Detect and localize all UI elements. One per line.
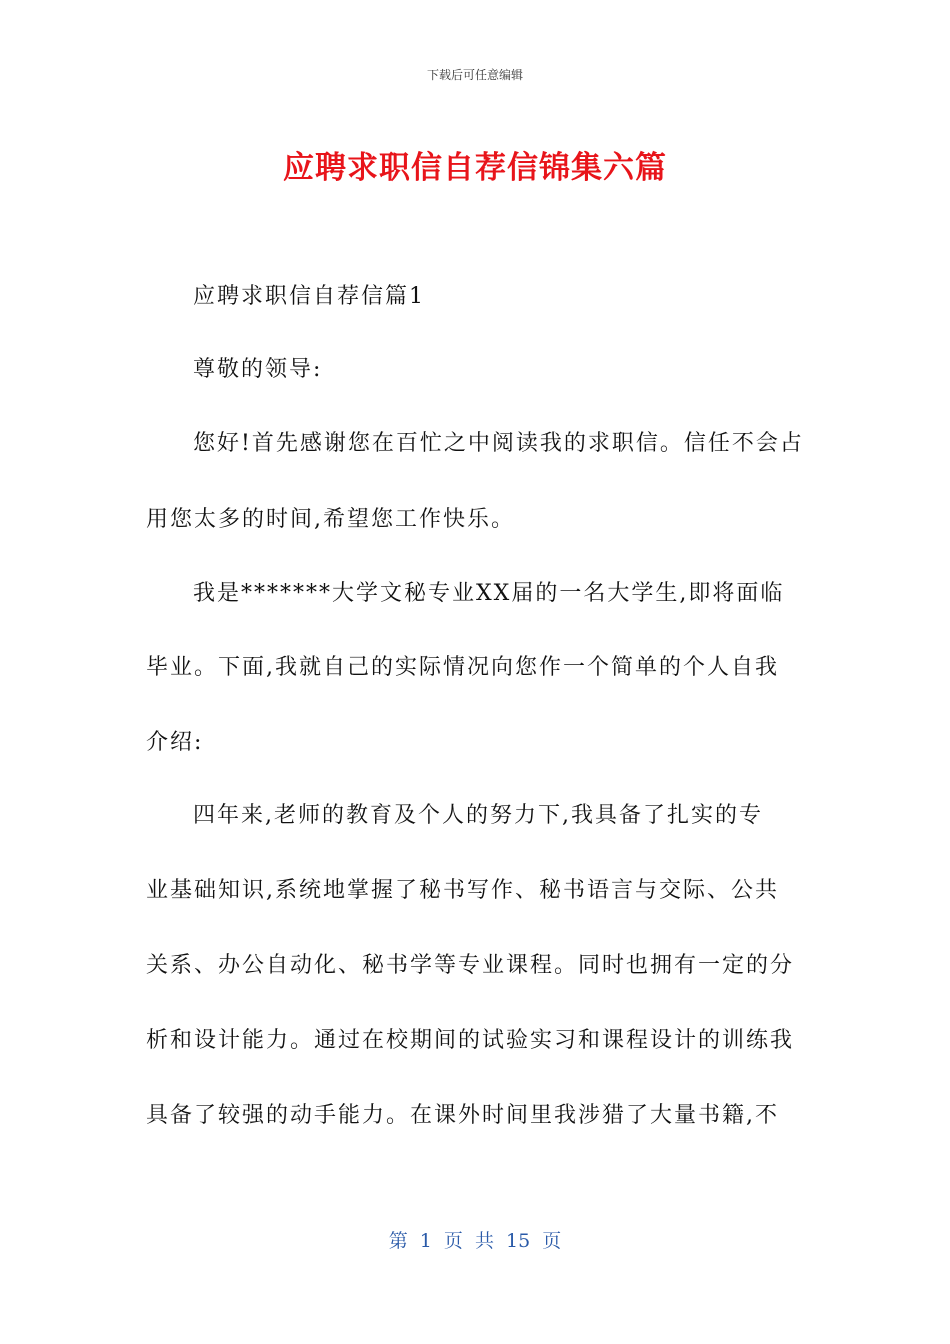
body-line-section-heading: 应聘求职信自荐信篇1 xyxy=(193,284,425,309)
body-line: 析和设计能力。通过在校期间的试验实习和课程设计的训练我 xyxy=(146,1028,795,1053)
header-note: 下载后可任意编辑 xyxy=(426,68,523,82)
body-line: 您好!首先感谢您在百忙之中阅读我的求职信。信任不会占 xyxy=(193,431,804,456)
document-title: 应聘求职信自荐信锦集六篇 xyxy=(283,150,667,186)
body-line-salutation: 尊敬的领导: xyxy=(193,357,323,382)
body-line: 毕业。下面,我就自己的实际情况向您作一个简单的个人自我 xyxy=(146,655,779,680)
body-line: 业基础知识,系统地掌握了秘书写作、秘书语言与交际、公共 xyxy=(146,878,779,903)
body-line: 关系、办公自动化、秘书学等专业课程。同时也拥有一定的分 xyxy=(146,953,795,978)
page-number-footer: 第 1 页 共 15 页 xyxy=(388,1230,562,1252)
body-line: 四年来,老师的教育及个人的努力下,我具备了扎实的专 xyxy=(193,803,763,828)
body-line: 用您太多的时间,希望您工作快乐。 xyxy=(146,507,515,532)
body-line: 我是*******大学文秘专业XX届的一名大学生,即将面临 xyxy=(193,581,785,606)
body-line: 介绍: xyxy=(146,730,204,755)
body-line: 具备了较强的动手能力。在课外时间里我涉猎了大量书籍,不 xyxy=(146,1103,779,1128)
